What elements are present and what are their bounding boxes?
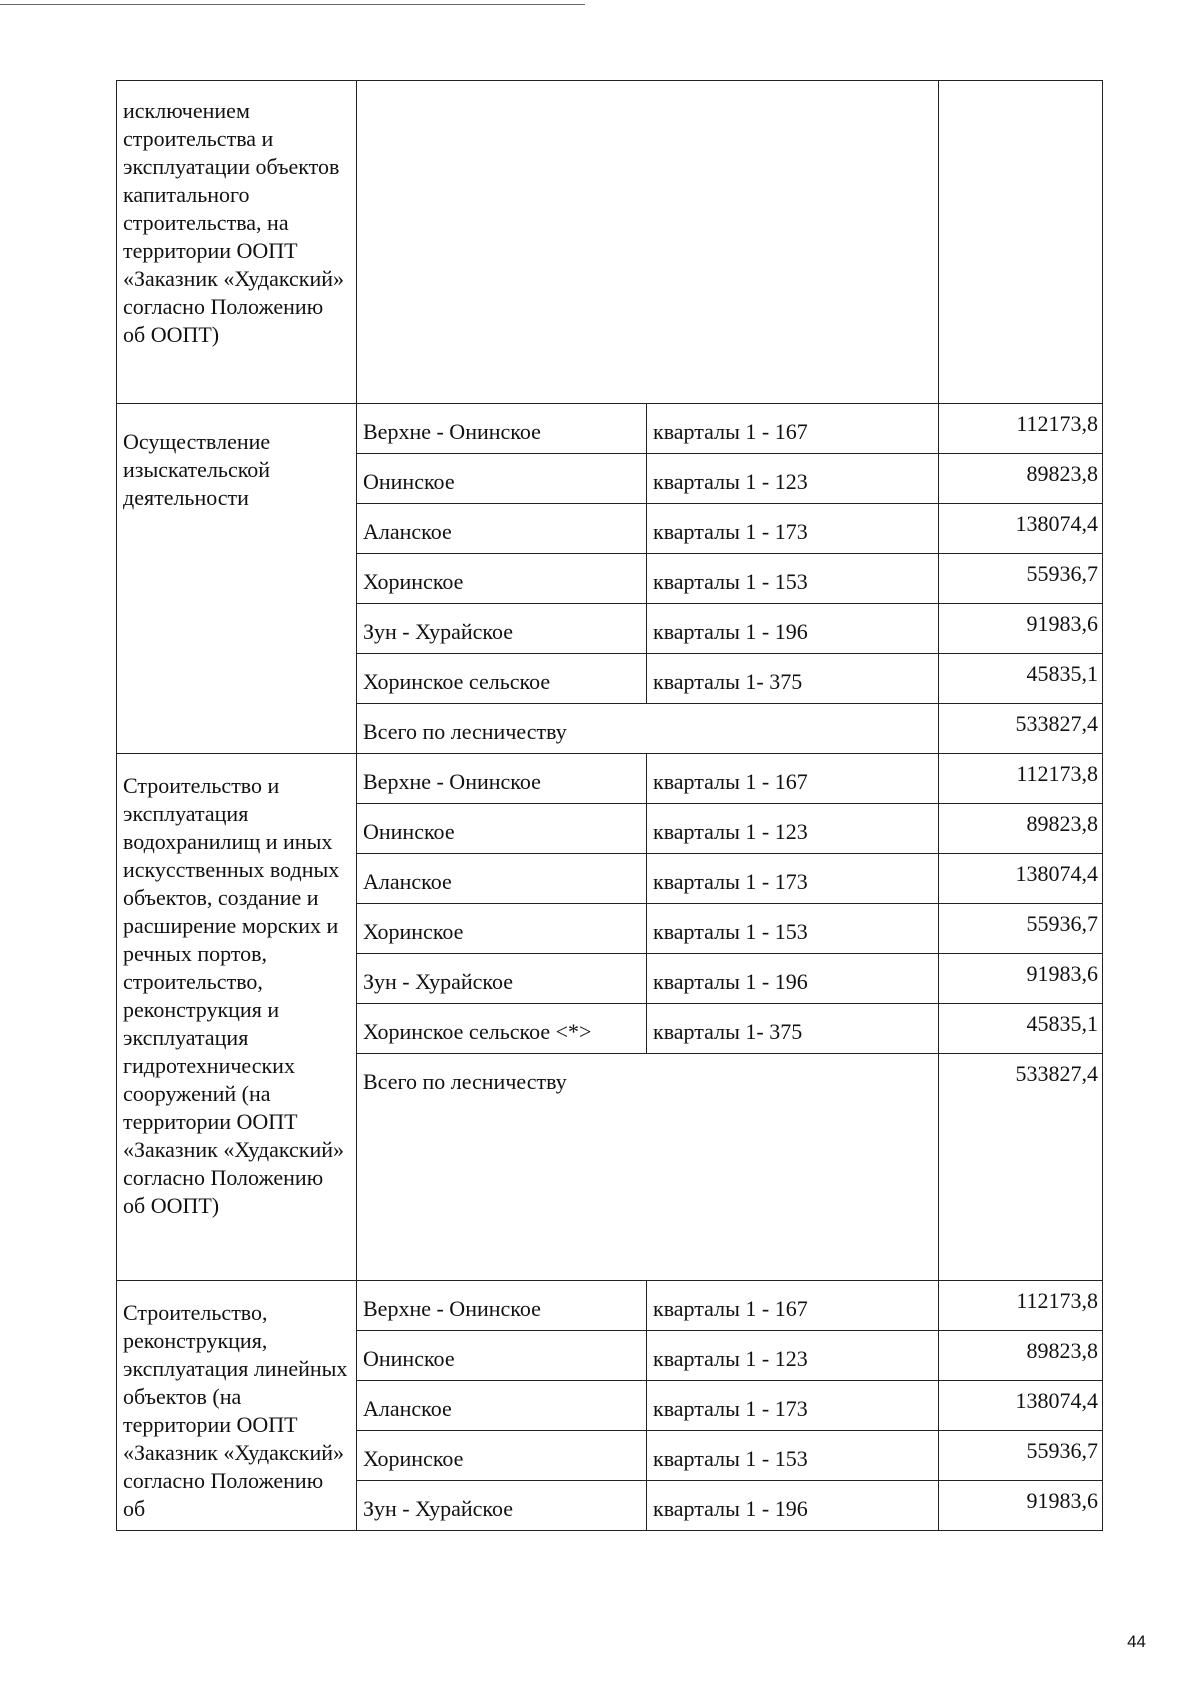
area-cell: 112173,8: [939, 404, 1103, 454]
quarters-cell: кварталы 1 - 123: [647, 454, 939, 504]
empty-cell: [939, 81, 1103, 404]
quarters-cell: кварталы 1 - 173: [647, 504, 939, 554]
area-cell: 55936,7: [939, 554, 1103, 604]
forestry-name-cell: Хоринское сельское: [357, 654, 647, 704]
table-row: [117, 1281, 1103, 1331]
quarters-cell: кварталы 1 - 196: [647, 1481, 939, 1531]
area-cell: 89823,8: [939, 454, 1103, 504]
area-cell: 91983,6: [939, 1481, 1103, 1531]
forestry-name-cell: Верхне - Онинское: [357, 754, 647, 804]
forestry-name-cell: Хоринское: [357, 904, 647, 954]
table-row: [117, 754, 1103, 804]
quarters-cell: кварталы 1 - 173: [647, 854, 939, 904]
area-cell: 91983,6: [939, 604, 1103, 654]
activity-text: Осуществление изыскательской деятельности: [123, 429, 271, 510]
quarters-cell: кварталы 1 - 167: [647, 404, 939, 454]
activity-cell: [117, 81, 357, 404]
scan-top-rule: [0, 4, 585, 5]
quarters-cell: кварталы 1 - 153: [647, 1431, 939, 1481]
area-cell: 55936,7: [939, 904, 1103, 954]
area-cell: 138074,4: [939, 504, 1103, 554]
quarters-cell: кварталы 1 - 123: [647, 804, 939, 854]
area-cell: 45835,1: [939, 654, 1103, 704]
area-cell: 45835,1: [939, 1004, 1103, 1054]
forestry-activity-table: [116, 80, 1103, 1531]
forestry-name-cell: Онинское: [357, 1331, 647, 1381]
forestry-name-cell: Зун - Хурайское: [357, 1481, 647, 1531]
activity-cell: [117, 1281, 357, 1531]
forestry-name-cell: Аланское: [357, 504, 647, 554]
empty-cell: [357, 81, 939, 404]
activity-cell: [117, 754, 357, 1281]
quarters-cell: кварталы 1 - 196: [647, 954, 939, 1004]
forestry-name-cell: Верхне - Онинское: [357, 1281, 647, 1331]
forestry-name-cell: Хоринское: [357, 554, 647, 604]
quarters-cell: кварталы 1 - 153: [647, 554, 939, 604]
quarters-cell: кварталы 1- 375: [647, 654, 939, 704]
quarters-cell: кварталы 1 - 173: [647, 1381, 939, 1431]
forestry-name-cell: Зун - Хурайское: [357, 604, 647, 654]
continuation-row: [117, 81, 1103, 404]
forestry-name-cell: Хоринское сельское <*>: [357, 1004, 647, 1054]
activity-text: Строительство и эксплуатация водохранилищ и иных искусственных водных объектов, создание и расширение морских и речных портов, строительство, реконструкция и эксплуатация гидротехнических сооружений (на территории ООПТ «Заказник «Худакский» согласно Положению об ООПТ): [123, 773, 344, 1218]
quarters-cell: кварталы 1 - 167: [647, 1281, 939, 1331]
area-cell: 138074,4: [939, 854, 1103, 904]
quarters-cell: кварталы 1 - 123: [647, 1331, 939, 1381]
forestry-name-cell: Онинское: [357, 454, 647, 504]
activity-text: Строительство, реконструкция, эксплуатация линейных объектов (на территории ООПТ «Заказник «Худакский» согласно Положению об: [123, 1300, 348, 1521]
forestry-name-cell: Онинское: [357, 804, 647, 854]
area-cell: 138074,4: [939, 1381, 1103, 1431]
page-number: 44: [1127, 1632, 1146, 1651]
total-area-cell: 533827,4: [939, 1054, 1103, 1281]
quarters-cell: кварталы 1 - 153: [647, 904, 939, 954]
activity-cell: [117, 404, 357, 754]
quarters-cell: кварталы 1 - 196: [647, 604, 939, 654]
area-cell: 91983,6: [939, 954, 1103, 1004]
quarters-cell: кварталы 1 - 167: [647, 754, 939, 804]
area-cell: 112173,8: [939, 1281, 1103, 1331]
forestry-name-cell: Зун - Хурайское: [357, 954, 647, 1004]
area-cell: 112173,8: [939, 754, 1103, 804]
forestry-name-cell: Аланское: [357, 854, 647, 904]
total-label-cell: Всего по лесничеству: [357, 704, 939, 754]
quarters-cell: кварталы 1- 375: [647, 1004, 939, 1054]
total-label-cell: Всего по лесничеству: [357, 1054, 939, 1281]
forestry-name-cell: Аланское: [357, 1381, 647, 1431]
area-cell: 89823,8: [939, 804, 1103, 854]
activity-text: исключением строительства и эксплуатации объектов капитального строительства, на территории ООПТ «Заказник «Худакский» согласно Положению об ООПТ): [123, 98, 344, 347]
total-area-cell: 533827,4: [939, 704, 1103, 754]
table-row: [117, 404, 1103, 454]
area-cell: 55936,7: [939, 1431, 1103, 1481]
area-cell: 89823,8: [939, 1331, 1103, 1381]
forestry-name-cell: Хоринское: [357, 1431, 647, 1481]
forestry-name-cell: Верхне - Онинское: [357, 404, 647, 454]
